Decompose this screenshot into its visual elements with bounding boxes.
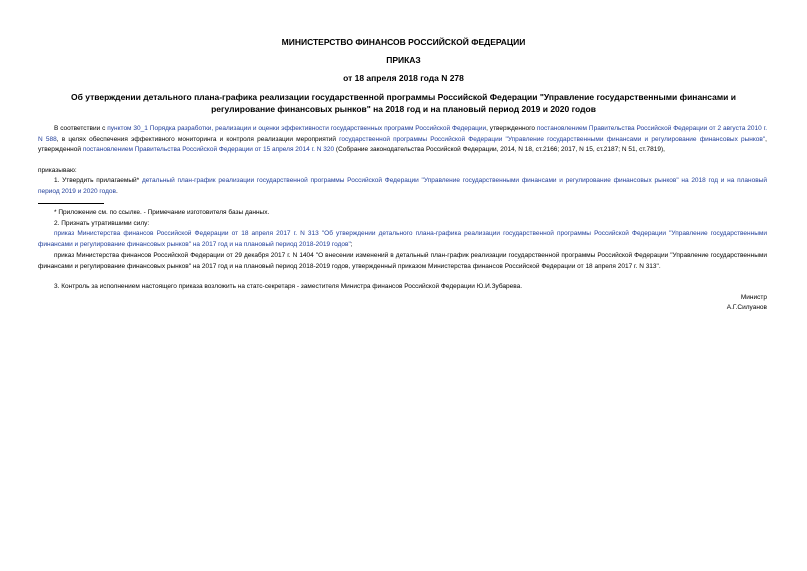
item-1-tail: . [115,187,118,195]
document-title: Об утверждении детального плана-графика реализации государственной программы Российской Федерации "Управление государственными финансами и регулирование финансовых рынков" на 2018 год и на плановый период 2019 и 2020 годов [71,92,736,114]
preamble-text-6: (Собрание законодательства Российской Федерации, 2014, N 18, ст.2166; 2017, N 15, ст.2187; N 51, ст.7819), [334,146,665,153]
link-resolution-320[interactable]: постановлением Правительства Российской Федерации от 15 апреля 2014 г. N 320 [82,146,335,153]
item-2-sub-1-tail: ; [350,240,353,248]
item-3-paragraph: 3. Контроль за исполнением настоящего приказа возложить на статс-секретаря - заместителя Министра финансов Российской Федерации Ю.И.Зубарева. [54,283,523,290]
document-date-number: от 18 апреля 2018 года N 278 [343,73,464,83]
preamble-text-5: , утвержденной [38,135,767,153]
link-resolution-588[interactable]: постановлением Правительства Российской Федерации от 2 августа 2010 г. N 588 [38,125,768,143]
footnote: * Приложение см. по ссылке. - Примечание изготовителя базы данных. [54,209,270,216]
link-state-program[interactable]: государственной программы Российской Федерации "Управление государственными финансами и регулирование финансовых рынков" [339,135,766,143]
order-word: приказываю: [38,167,77,174]
document-type: ПРИКАЗ [386,55,421,65]
footnote-divider [38,203,104,204]
item-1-paragraph [38,176,767,197]
preamble-text-4: , в целях обеспечения эффективного мониторинга и контроля реализации мероприятий [56,135,340,143]
item-2-heading: 2. Признать утратившими силу: [54,220,150,227]
ministry-heading: МИНИСТЕРСТВО ФИНАНСОВ РОССИЙСКОЙ ФЕДЕРАЦИИ [281,37,526,47]
item-1-text: 1. Утвердить прилагаемый* [54,177,142,184]
link-point-30-1[interactable]: пунктом 30_1 [107,125,148,132]
link-order-313[interactable]: приказ Министерства финансов Российской Федерации от 18 апреля 2017 г. N 313 "Об утверждении детального плана-графика реализации государственной программы Российской Федерации "Управление государственными финансами и регулирование финансовых рынков" на 2017 год и на плановый период 2018-2019 годов" [38,230,767,248]
link-procedure[interactable]: Порядка разработки, реализации и оценки эффективности государственных программ Российской Федерации [149,125,487,132]
preamble-text-1: В соответствии с [54,125,108,132]
link-detailed-plan[interactable]: детальный план-график реализации государственной программы Российской Федерации "Управление государственными финансами и регулирование финансовых рынков" на 2018 год и на плановый период 2019 и 2020 годов [38,177,767,195]
signature-position: Министр [740,294,767,301]
preamble-text-3: , утвержденного [486,125,537,132]
preamble-paragraph [38,124,767,156]
signature-name: А.Г.Силуанов [726,304,767,311]
item-2-sub-1 [38,229,767,250]
item-2-sub-2: приказ Министерства финансов Российской Федерации от 29 декабря 2017 г. N 1404 "О внесении изменений в детальный план-график реализации государственной программы Российской Федерации "Управление государственными финансами и регулирование финансовых рынков" на 2017 год и на плановый период 2018-2019 годов, утвержденный приказом Министерства финансов Российской Федерации от 18 апреля 2017 г. N 313". [38,252,767,270]
